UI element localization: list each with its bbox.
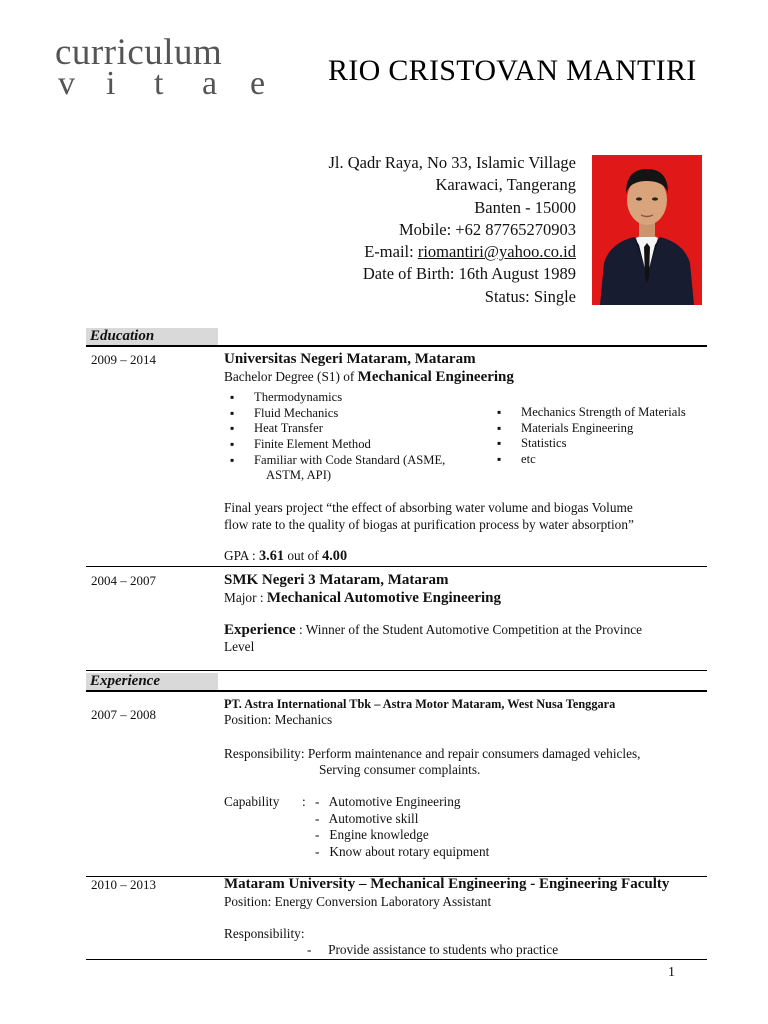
marital-status: Status: Single: [484, 286, 576, 306]
experience-label: Experience: [224, 622, 296, 638]
logo-letter: i: [106, 65, 116, 102]
school-name: Universitas Negeri Mataram, Mataram: [224, 351, 476, 367]
job-date: 2010 – 2013: [91, 877, 156, 892]
page-number: 1: [668, 965, 675, 980]
subject-continuation: ASTM, API): [266, 468, 332, 482]
profile-photo: [592, 155, 702, 305]
degree: [224, 369, 514, 385]
email-line: [328, 241, 576, 263]
list-item: - Know about rotary equipment: [315, 843, 490, 859]
gpa-label: GPA :: [224, 548, 259, 563]
school-experience-cont: Level: [224, 639, 255, 654]
list-item: ▪ Heat Transfer: [226, 421, 486, 437]
contact-block: [328, 152, 576, 308]
logo-vitae: [58, 65, 298, 102]
logo-letter: t: [154, 65, 164, 102]
list-item: ▪ Statistics: [493, 436, 713, 452]
job-responsibility-cont: Serving consumer complaints.: [319, 762, 481, 777]
experience-heading: Experience: [86, 673, 218, 690]
major-label: Major :: [224, 590, 267, 605]
section-divider: [86, 345, 707, 347]
section-divider: [86, 690, 707, 692]
gpa-mid: out of: [284, 548, 323, 563]
footer-divider: [86, 959, 707, 960]
degree-major: Mechanical Engineering: [357, 369, 514, 385]
list-item: ▪ etc: [493, 452, 713, 468]
subjects-left-list: [226, 390, 486, 469]
address-line: Banten - 15000: [474, 197, 576, 217]
entry-divider: [86, 566, 707, 567]
logo-letter: v: [58, 65, 75, 102]
mobile: Mobile: +62 87765270903: [398, 219, 576, 239]
list-item: ▪ Familiar with Code Standard (ASME,: [226, 453, 486, 469]
major-value: Mechanical Automotive Engineering: [266, 590, 501, 606]
school-name: SMK Negeri 3 Mataram, Mataram: [224, 572, 449, 588]
entry-divider: [86, 670, 707, 671]
education-date: 2004 – 2007: [91, 573, 156, 588]
list-item: - Automotive skill: [315, 810, 419, 826]
job-date: 2007 – 2008: [91, 707, 156, 722]
list-item: ▪ Mechanics Strength of Materials: [493, 405, 713, 421]
list-item: ▪ Materials Engineering: [493, 421, 713, 437]
education-heading: Education: [86, 328, 218, 345]
job-position: Position: Energy Conversion Laboratory Assistant: [224, 894, 492, 909]
logo-curriculum: curriculum: [55, 32, 223, 73]
list-item: ▪ Finite Element Method: [226, 437, 486, 453]
job-position: Position: Mechanics: [224, 712, 333, 727]
job-responsibility-label: Responsibility:: [224, 926, 305, 941]
list-item: - Engine knowledge: [315, 827, 429, 842]
company-name: PT. Astra International Tbk – Astra Motor Mataram, West Nusa Tenggara: [224, 697, 616, 711]
logo-letter: e: [250, 65, 266, 102]
job-responsibility: Responsibility: Perform maintenance and repair consumers damaged vehicles,: [224, 746, 641, 761]
company-name: Mataram University – Mechanical Engineering - Engineering Faculty: [224, 876, 670, 892]
capability-list: [315, 794, 489, 860]
gpa: [224, 548, 347, 564]
school-experience: [224, 622, 642, 638]
gpa-max: 4.00: [322, 548, 348, 564]
email-label: E-mail:: [364, 242, 418, 262]
final-project-line: flow rate to the quality of biogas at purification process by water absorption”: [224, 517, 634, 532]
address-line: Karawaci, Tangerang: [435, 175, 576, 195]
list-item: ▪ Thermodynamics: [226, 390, 486, 406]
degree-prefix: Bachelor Degree (S1) of: [224, 369, 358, 384]
capability-label: Capability: [224, 794, 280, 809]
final-project-line: Final years project “the effect of absorbing water volume and biogas Volume: [224, 500, 633, 515]
address-line: Jl. Qadr Raya, No 33, Islamic Village: [328, 153, 576, 172]
experience-text: : Winner of the Student Automotive Competition at the Province: [295, 622, 643, 637]
list-item: - Automotive Engineering: [315, 794, 461, 809]
subjects-right-list: [493, 405, 713, 468]
major: [224, 590, 501, 606]
email-link[interactable]: riomantiri@yahoo.co.id: [417, 242, 576, 262]
candidate-name: RIO CRISTOVAN MANTIRI: [328, 54, 697, 87]
date-of-birth: Date of Birth: 16th August 1989: [362, 264, 576, 284]
job-responsibility-item: - Provide assistance to students who practice: [307, 942, 559, 957]
list-item: ▪ Fluid Mechanics: [226, 406, 486, 422]
education-date: 2009 – 2014: [91, 352, 156, 367]
gpa-value: 3.61: [259, 548, 285, 564]
capability-colon: :: [302, 794, 306, 809]
logo-letter: a: [202, 65, 218, 102]
